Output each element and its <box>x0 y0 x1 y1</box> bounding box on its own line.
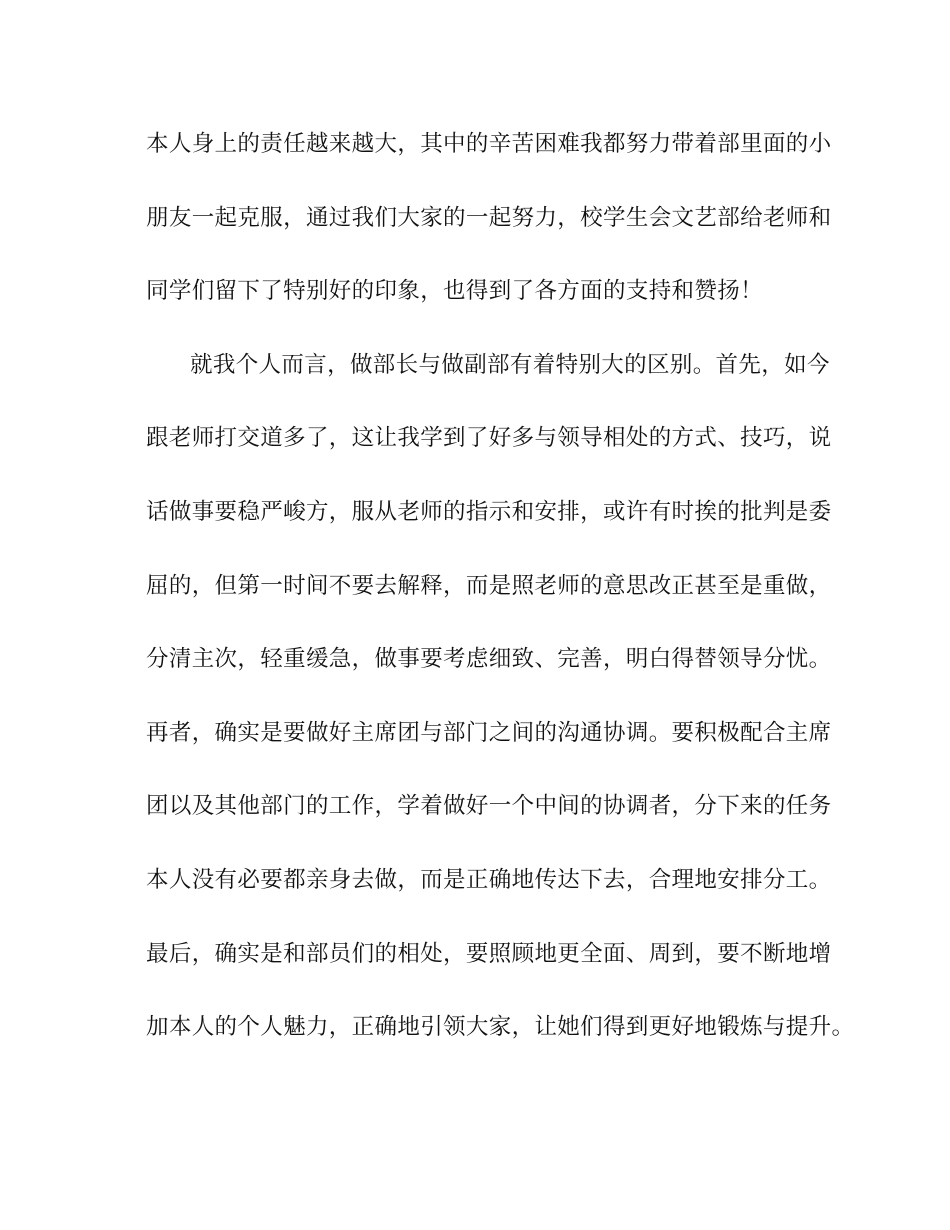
body-text <box>146 121 855 1078</box>
text-line-1: 本人身上的责任越来越大，其中的辛苦困难我都努力带着部里面的小 <box>146 131 832 157</box>
text-line-5: 跟老师打交道多了，这让我学到了好多与领导相处的方式、技巧，说 <box>146 425 832 452</box>
text-line-3: 同学们留下了特别好的印象，也得到了各方面的支持和赞扬！ <box>146 278 763 305</box>
text-line-10: 团以及其他部门的工作，学着做好一个中间的协调者，分下来的任务 <box>146 793 832 820</box>
text-line-8: 分清主次，轻重缓急，做事要考虑细致、完善，明白得替领导分忧。 <box>146 646 832 673</box>
text-line-2: 朋友一起克服，通过我们大家的一起努力，校学生会文艺部给老师和 <box>146 204 832 231</box>
text-line-11: 本人没有必要都亲身去做，而是正确地传达下去，合理地安排分工。 <box>146 866 832 893</box>
text-line-13: 加本人的个人魅力，正确地引领大家，让她们得到更好地锻炼与提升。 <box>146 1014 855 1041</box>
text-line-9: 再者，确实是要做好主席团与部门之间的沟通协调。要积极配合主席 <box>146 719 832 746</box>
text-line-12: 最后，确实是和部员们的相处，要照顾地更全面、周到，要不断地增 <box>146 940 832 967</box>
text-line-6: 话做事要稳严峻方，服从老师的指示和安排，或许有时挨的批判是委 <box>146 498 832 525</box>
text-line-7: 屈的，但第一时间不要去解释，而是照老师的意思改正甚至是重做， <box>146 572 832 599</box>
text-line-4: 就我个人而言，做部长与做副部有着特别大的区别。首先，如今 <box>190 351 830 378</box>
